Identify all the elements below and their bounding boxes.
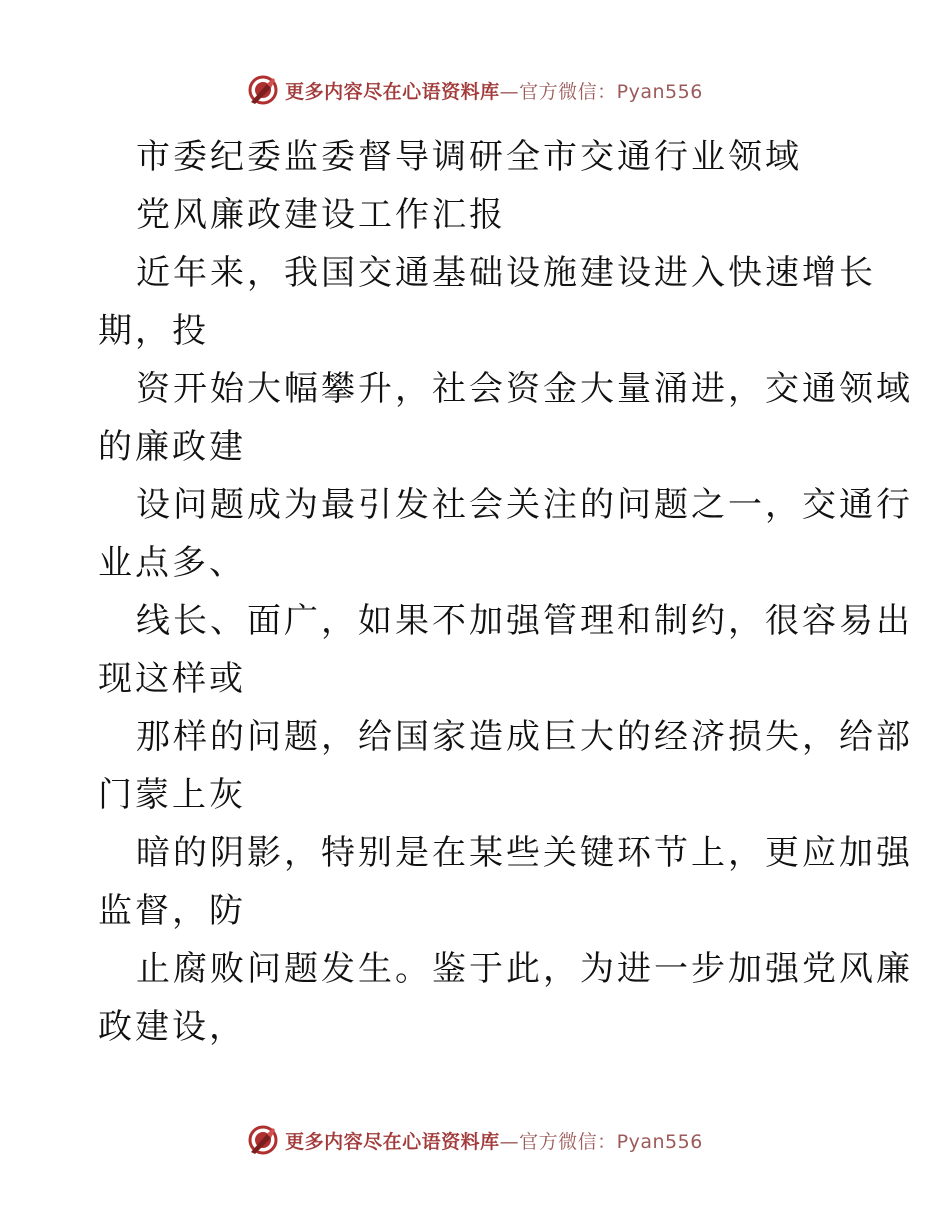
- header-wechat-text: —官方微信：Pyan556: [499, 80, 703, 103]
- footer-site-text: 更多内容尽在心语资料库: [285, 1130, 500, 1153]
- paragraph-line: 的廉政建: [98, 427, 246, 467]
- paragraph-line: 监督，防: [98, 891, 246, 931]
- paragraph-line: 止腐败问题发生。鉴于此，为进一步加强党风廉: [136, 949, 913, 989]
- document-title-line-2: 党风廉政建设工作汇报: [136, 195, 506, 235]
- header-banner: [0, 70, 950, 110]
- paragraph-line: 期，投: [98, 311, 209, 351]
- footer-banner: [0, 1120, 950, 1160]
- paragraph-line: 门蒙上灰: [98, 775, 246, 815]
- pen-logo-icon: [247, 1124, 279, 1156]
- footer-wechat-text: —官方微信：Pyan556: [499, 1130, 703, 1153]
- header-site-text: 更多内容尽在心语资料库: [285, 80, 500, 103]
- document-title-line-1: 市委纪委监委督导调研全市交通行业领域: [136, 137, 802, 177]
- paragraph-line: 业点多、: [98, 543, 246, 583]
- paragraph-line: 资开始大幅攀升，社会资金大量涌进，交通领域: [136, 369, 913, 409]
- pen-logo-icon: [247, 74, 279, 106]
- paragraph-line: 近年来，我国交通基础设施建设进入快速增长: [136, 253, 876, 293]
- paragraph-line: 政建设，: [98, 1007, 246, 1047]
- header-banner-text: [285, 77, 703, 104]
- paragraph-line: 暗的阴影，特别是在某些关键环节上，更应加强: [136, 833, 913, 873]
- paragraph-line: 线长、面广，如果不加强管理和制约，很容易出: [136, 601, 913, 641]
- footer-banner-text: [285, 1127, 703, 1154]
- paragraph-line: 那样的问题，给国家造成巨大的经济损失，给部: [136, 717, 913, 757]
- paragraph-line: 现这样或: [98, 659, 246, 699]
- paragraph-line: 设问题成为最引发社会关注的问题之一，交通行: [136, 485, 913, 525]
